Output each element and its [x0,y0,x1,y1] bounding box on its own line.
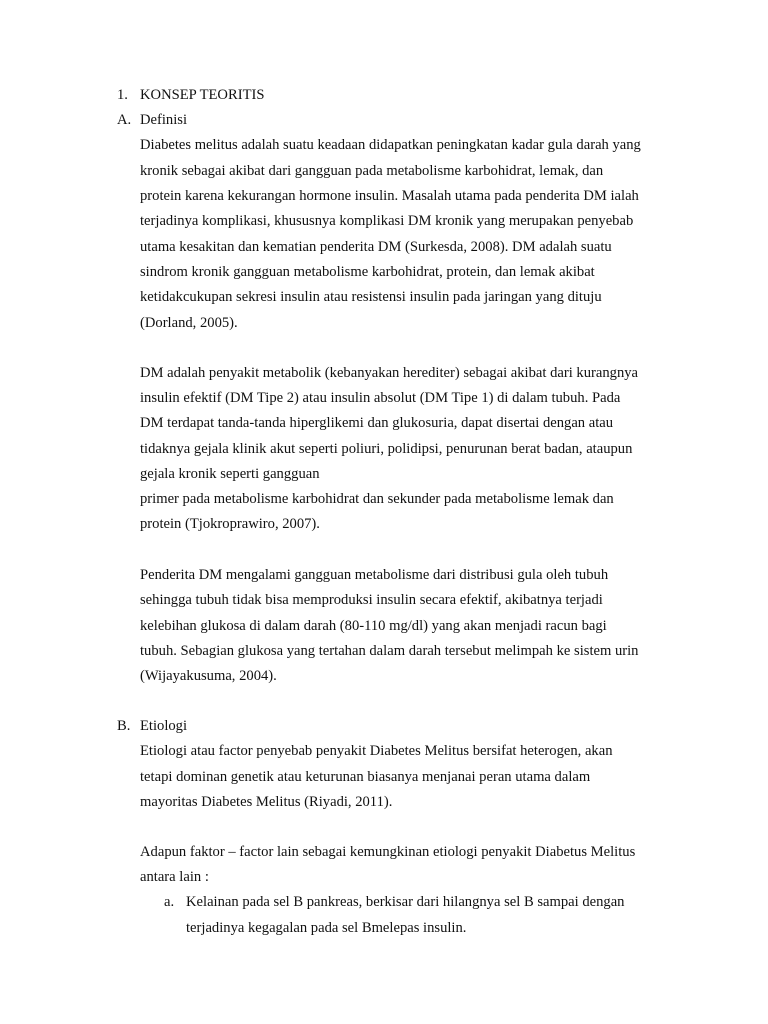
paragraph-line: tidaknya gejala klinik akut seperti poliuri, polidipsi, penurunan berat badan, ataupun [140,441,633,457]
paragraph-line: kronik sebagai akibat dari gangguan pada metabolisme karbohidrat, lemak, dan [140,163,604,179]
paragraph-line: ketidakcukupan sekresi insulin atau resistensi insulin pada jaringan yang dituju [140,289,602,305]
paragraph-line: protein karena kekurangan hormone insulin. Masalah utama pada penderita DM ialah [140,188,639,204]
paragraph-line: tubuh. Sebagian glukosa yang tertahan dalam darah tersebut melimpah ke sistem urin [140,643,639,659]
paragraph-line: mayoritas Diabetes Melitus (Riyadi, 2011). [140,794,393,810]
paragraph-line: Diabetes melitus adalah suatu keadaan didapatkan peningkatan kadar gula darah yang [140,137,641,153]
paragraph-line: kelebihan glukosa di dalam darah (80-110 mg/dl) yang akan menjadi racun bagi [140,618,607,634]
paragraph-line: Etiologi atau factor penyebab penyakit Diabetes Melitus bersifat heterogen, akan [140,743,613,759]
paragraph-line: antara lain : [140,869,209,885]
list-marker-a: a. [164,894,175,910]
paragraph-line: (Wijayakusuma, 2004). [140,668,277,684]
paragraph-line: (Dorland, 2005). [140,315,238,331]
subsection-letter-b: B. [117,718,131,734]
paragraph-line: DM terdapat tanda-tanda hiperglikemi dan glukosuria, dapat disertai dengan atau [140,415,614,431]
paragraph-line: Adapun faktor – factor lain sebagai kemungkinan etiologi penyakit Diabetus Melitus [140,844,636,860]
paragraph-line: Penderita DM mengalami gangguan metabolisme dari distribusi gula oleh tubuh [140,567,609,583]
paragraph-line: utama kesakitan dan kematian penderita DM (Surkesda, 2008). DM adalah suatu [140,239,612,255]
subsection-title-etiologi: Etiologi [140,718,188,734]
paragraph-line: sehingga tubuh tidak bisa memproduksi insulin secara efektif, akibatnya terjadi [140,592,603,608]
subsection-title-definisi: Definisi [140,112,188,128]
section-title: KONSEP TEORITIS [140,87,265,103]
list-item-line: Kelainan pada sel B pankreas, berkisar dari hilangnya sel B sampai dengan [186,894,625,910]
paragraph-line: tetapi dominan genetik atau keturunan biasanya menjanai peran utama dalam [140,769,591,785]
section-number: 1. [117,87,128,103]
list-item-line: terjadinya kegagalan pada sel Bmelepas insulin. [186,920,467,936]
paragraph-line: protein (Tjokroprawiro, 2007). [140,516,320,532]
paragraph-line: insulin efektif (DM Tipe 2) atau insulin absolut (DM Tipe 1) di dalam tubuh. Pada [140,390,621,406]
paragraph-line: gejala kronik seperti gangguan [140,466,320,482]
paragraph-line: terjadinya komplikasi, khususnya komplikasi DM kronik yang merupakan penyebab [140,213,634,229]
paragraph-line: primer pada metabolisme karbohidrat dan sekunder pada metabolisme lemak dan [140,491,614,507]
subsection-letter-a: A. [117,112,132,128]
paragraph-line: DM adalah penyakit metabolik (kebanyakan herediter) sebagai akibat dari kurangnya [140,365,639,381]
paragraph-line: sindrom kronik gangguan metabolisme karbohidrat, protein, dan lemak akibat [140,264,595,280]
